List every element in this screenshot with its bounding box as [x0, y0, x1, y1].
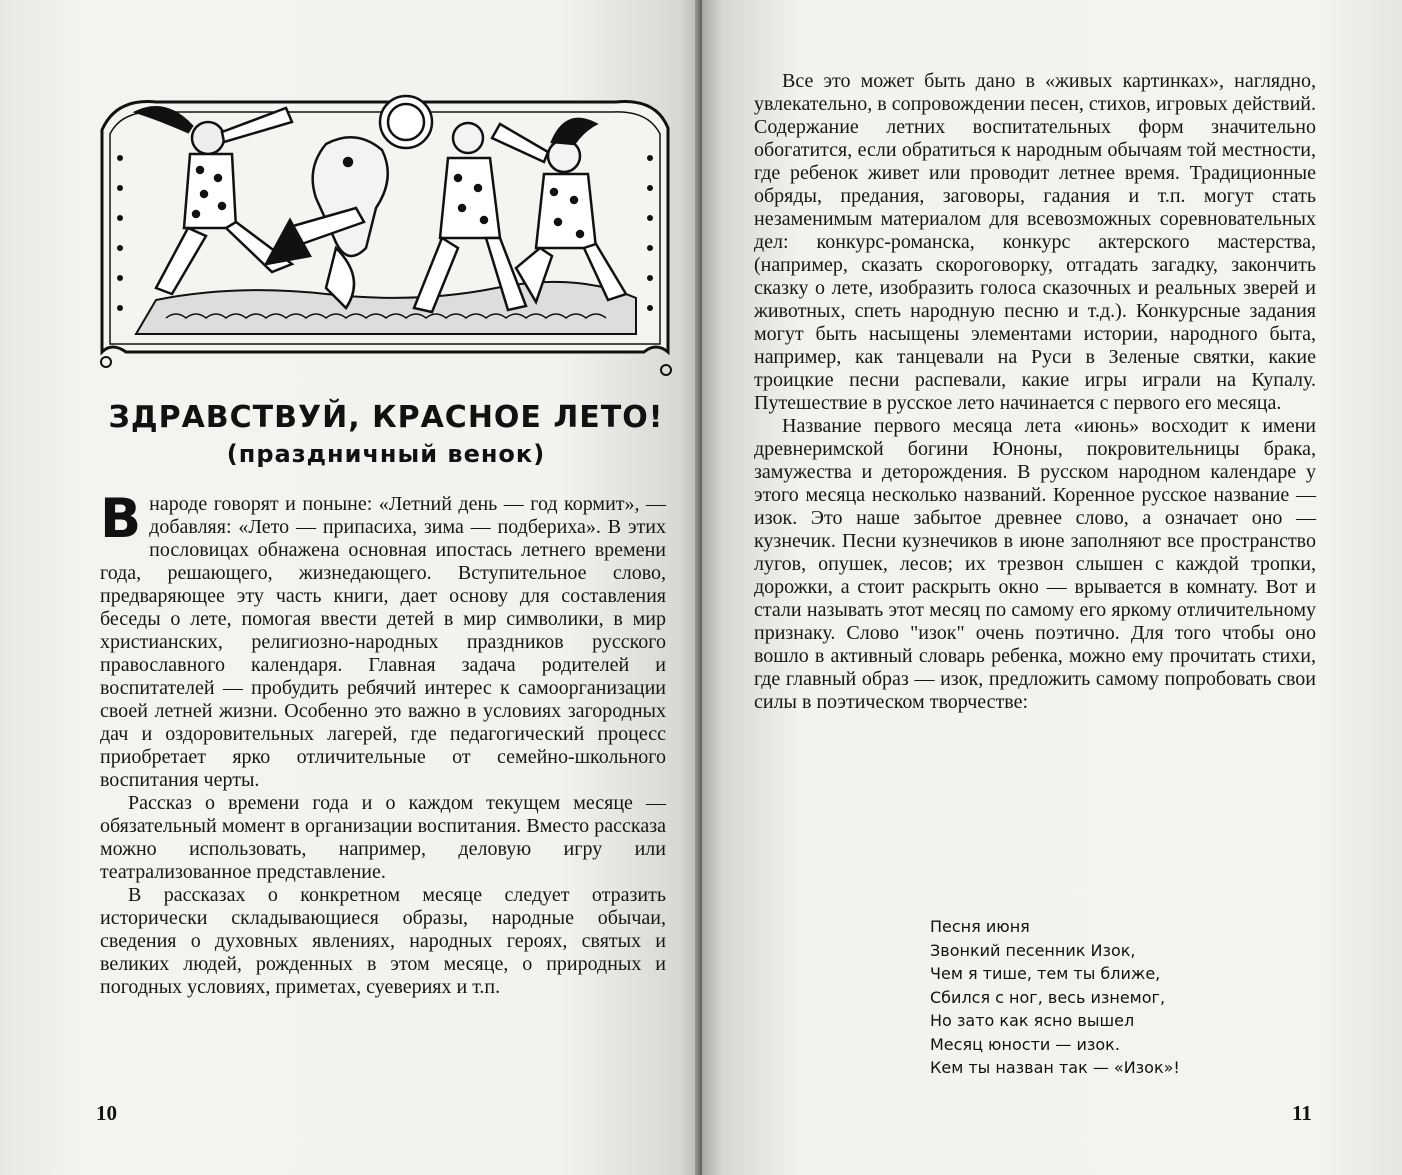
- poem-line: Кем ты назван так — «Изок»!: [930, 1058, 1180, 1077]
- folk-musicians-illustration: [96, 88, 674, 378]
- poem-line: Сбился с ног, весь изнемог,: [930, 987, 1166, 1007]
- poem-line: Песня июня: [930, 917, 1030, 936]
- paragraph: Рассказ о времени года и о каждом текущем месяце — обязательный момент в организации воспитания. Вместо рассказа можно использовать, например, деловую игру или театрализованное представление.: [100, 792, 666, 883]
- right-page: [702, 0, 1402, 1175]
- poem-line: Звонкий песенник Изок,: [930, 940, 1136, 960]
- poem-line: Месяц юности — изок.: [930, 1034, 1120, 1054]
- page-title: ЗДРАВСТВУЙ, КРАСНОЕ ЛЕТО!: [108, 400, 664, 435]
- paragraph: В народе говорят и поныне: «Летний день — год кормит», — добавляя: «Лето — припасиха, зима — подбериха». В этих пословицах обнажена основная ипостась летнего времени года, решающего, жизнедающего. Вступительное слово, предваряющее эту часть книги, дает основу для составления беседы о лете, помогая ввести детей в мир символики, в мир христианских, религиозно-народных праздников русского православного календаря. Главная задача родителей и воспитателей — пробудить ребячий интерес к самоорганизации своей летней жизни. Особенно это важно в условиях загородных дач и оздоровительных лагерей, где педагогический процесс приобретает ярко отличительные от семейно-школьного воспитания черты.: [100, 487, 666, 791]
- poem-line: Но зато как ясно вышел: [930, 1011, 1135, 1030]
- page-number-right: 11: [1292, 1101, 1312, 1125]
- drop-cap: В: [100, 487, 142, 550]
- page-subtitle: (праздничный венок): [226, 440, 546, 468]
- paragraph: В рассказах о конкретном месяце следует отразить исторически складывающиеся образы, народные обычаи, сведения о духовных явлениях, народных героях, святых и великих людей, рожденных в этом месяце, о природных и погодных условиях, приметах, суевериях и т.п.: [100, 884, 666, 998]
- paragraph: Все это может быть дано в «живых картинках», наглядно, увлекательно, в сопровождении песен, стихов, игровых действий. Содержание летних воспитательных форм значительно обогатится, если обратиться к народным обычаям той местности, где ребенок живет или проводит летнее время. Традиционные обряды, предания, заговоры, гадания и т.п. могут стать незаменимым материалом для всевозможных соревновательных дел: конкурс-романска, конкурс актерского мастерства, (например, сказать скороговорку, отгадать загадку, закончить сказку о лете, изобразить голоса сказочных и реальных зверей и животных, спеть народную песню и т.д.). Конкурсные задания могут быть насыщены элементами истории, народного быта, например, как танцевали на Руси в Зеленые святки, какие троицкие песни распевали, какие игры играли на Купалу. Путешествие в русское лето начинается с первого его месяца.: [754, 70, 1316, 414]
- page-number-left: 10: [96, 1101, 117, 1125]
- poem: [930, 915, 1180, 1080]
- left-body-text: [100, 487, 666, 999]
- paragraph: Название первого месяца лета «июнь» восходит к имени древнеримской богини Юноны, покровительницы брака, замужества и деторождения. В русском народном календаре у этого месяца несколько названий. Коренное русское название — изок. Это наше забытое древнее слово, а означает оно — кузнечик. Песни кузнечиков в июне заполняют все пространство лугов, опушек, лесов; их трезвон слышен с каждой тропки, дорожки, а стоит раскрыть окно — врывается в комнату. Вот и стали называть этот месяц по самому его яркому отличительному признаку. Слово "изок" очень поэтично. Для того чтобы оно вошло в активный словарь ребенка, можно ему прочитать стихи, где главный образ — изок, предложить самому попробовать свои силы в поэтическом творчестве:: [754, 415, 1316, 713]
- left-page: [0, 0, 700, 1175]
- poem-line: Чем я тише, тем ты ближе,: [930, 964, 1161, 983]
- right-body-text: [754, 70, 1316, 714]
